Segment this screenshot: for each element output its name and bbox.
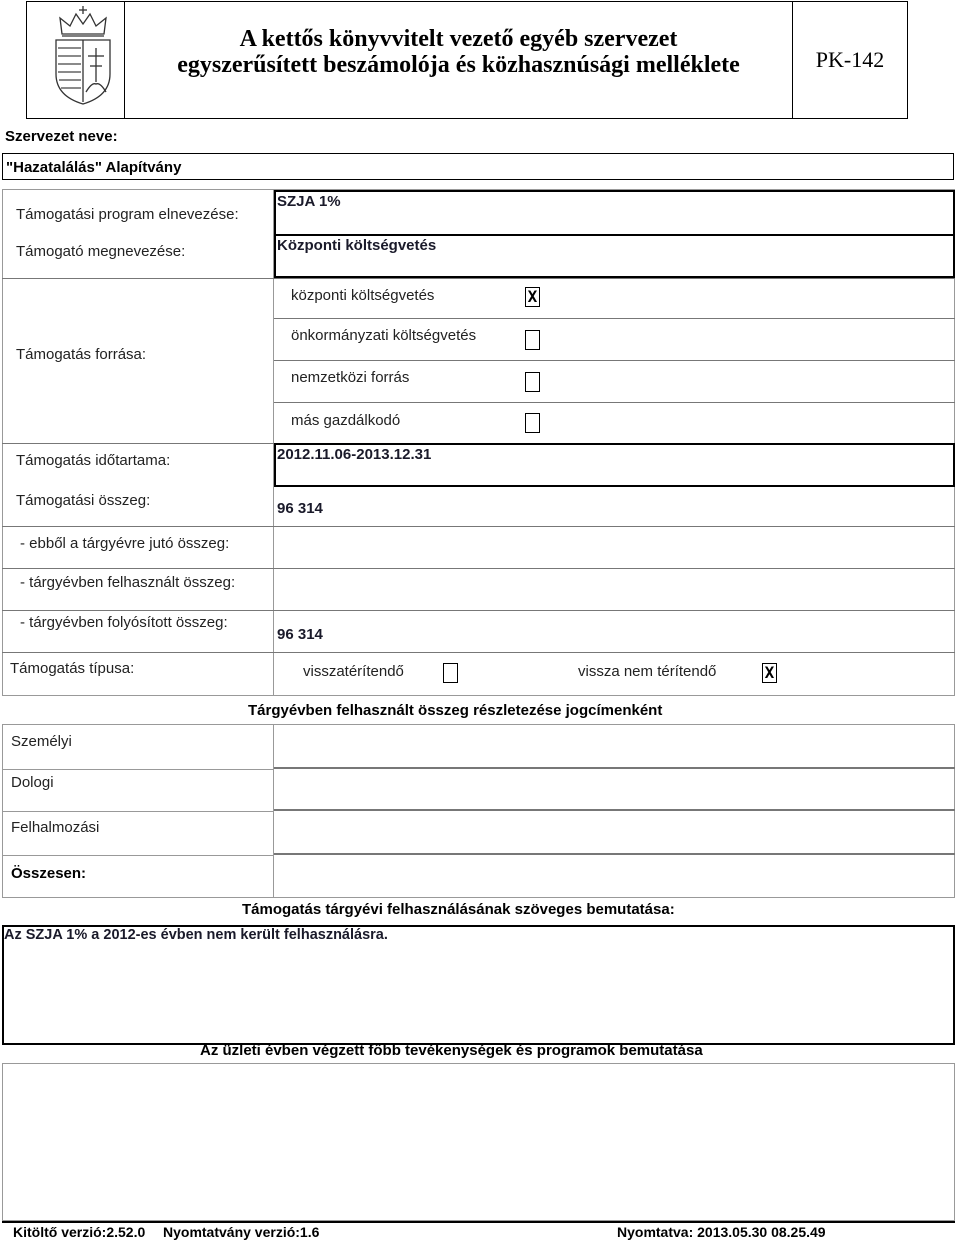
- activities-heading: Az üzleti évben végzett főbb tevékenységek és programok bemutatása: [200, 1042, 703, 1059]
- material-label: Dologi: [11, 774, 54, 791]
- nonrefundable-checkbox[interactable]: X: [762, 663, 777, 683]
- breakdown-total-label: Összesen:: [11, 865, 87, 882]
- program-name-label: Támogatási program elnevezése:: [16, 206, 239, 223]
- paid-amount-value: 96 314: [277, 626, 323, 643]
- paid-amount-label: - tárgyévben folyósított összeg:: [20, 614, 228, 631]
- usage-text-area[interactable]: [2, 925, 955, 1045]
- supporter-label: Támogató megnevezése:: [16, 243, 186, 260]
- divider-source-1: [274, 318, 955, 319]
- material-amount-field[interactable]: [274, 769, 955, 811]
- source-checkbox-central[interactable]: X: [525, 287, 540, 307]
- divider-breakdown-3: [2, 855, 274, 856]
- organization-name: "Hazatalálás" Alapítvány: [6, 159, 182, 176]
- usage-text-heading: Támogatás tárgyévi felhasználásának szöveges bemutatása:: [242, 901, 675, 918]
- source-checkbox-other-business[interactable]: [525, 413, 540, 433]
- divider-breakdown-2: [2, 811, 274, 812]
- divider-amount-4: [2, 652, 955, 653]
- footer-rule: [2, 1221, 955, 1223]
- duration-value: 2012.11.06-2013.12.31: [277, 446, 432, 463]
- form-title-line1: A kettős könyvvitelt vezető egyéb szervezet: [239, 26, 678, 52]
- source-label: Támogatás forrása:: [16, 346, 147, 363]
- divider-amount-2: [2, 568, 955, 569]
- activities-text-area[interactable]: [2, 1063, 955, 1221]
- source-checkbox-municipal[interactable]: [525, 330, 540, 350]
- form-code: PK-142: [815, 47, 885, 72]
- total-amount-label: Támogatási összeg:: [16, 492, 151, 509]
- source-option-label: nemzetközi forrás: [291, 369, 410, 386]
- used-amount-label: - tárgyévben felhasznált összeg:: [20, 574, 236, 591]
- usage-text-value: Az SZJA 1% a 2012-es évben nem került felhasználásra.: [4, 927, 388, 943]
- organization-label: Szervezet neve:: [5, 128, 118, 145]
- divider-amount-1: [2, 526, 955, 527]
- form-version: Nyomtatvány verzió:1.6: [163, 1224, 320, 1240]
- form-title-line2: egyszerűsített beszámolója és közhasznúsági melléklete: [177, 52, 740, 78]
- divider-breakdown-1: [2, 769, 274, 770]
- coat-of-arms-icon: [48, 4, 118, 108]
- refundable-label: visszatérítendő: [303, 663, 404, 680]
- divider-source-3: [274, 402, 955, 403]
- duration-label: Támogatás időtartama:: [16, 452, 171, 469]
- breakdown-heading: Tárgyévben felhasznált összeg részletezése jogcímenként: [248, 702, 663, 719]
- refundable-checkbox[interactable]: [443, 663, 458, 683]
- personal-amount-field[interactable]: [274, 725, 955, 769]
- divider-amount-3: [2, 610, 955, 611]
- divider-source-2: [274, 360, 955, 361]
- source-option-label: központi költségvetés: [291, 287, 435, 304]
- year-share-label: - ebből a tárgyévre jutó összeg:: [20, 535, 230, 552]
- capital-amount-field[interactable]: [274, 811, 955, 855]
- source-checkbox-international[interactable]: [525, 372, 540, 392]
- support-type-label: Támogatás típusa:: [10, 660, 135, 677]
- source-option-label: más gazdálkodó: [291, 412, 401, 429]
- personal-label: Személyi: [11, 733, 72, 750]
- nonrefundable-label: vissza nem térítendő: [578, 663, 717, 680]
- program-name-field[interactable]: [274, 190, 955, 236]
- filler-version: Kitöltő verzió:2.52.0: [13, 1224, 146, 1240]
- source-option-label: önkormányzati költségvetés: [291, 327, 477, 344]
- program-name-value: SZJA 1%: [277, 193, 341, 210]
- total-amount-value: 96 314: [277, 500, 323, 517]
- divider-source-top: [2, 278, 955, 279]
- capital-label: Felhalmozási: [11, 819, 100, 836]
- print-timestamp: Nyomtatva: 2013.05.30 08.25.49: [617, 1224, 826, 1240]
- supporter-value: Központi költségvetés: [277, 237, 437, 254]
- form-title: [125, 26, 792, 78]
- breakdown-total-field[interactable]: [274, 855, 955, 897]
